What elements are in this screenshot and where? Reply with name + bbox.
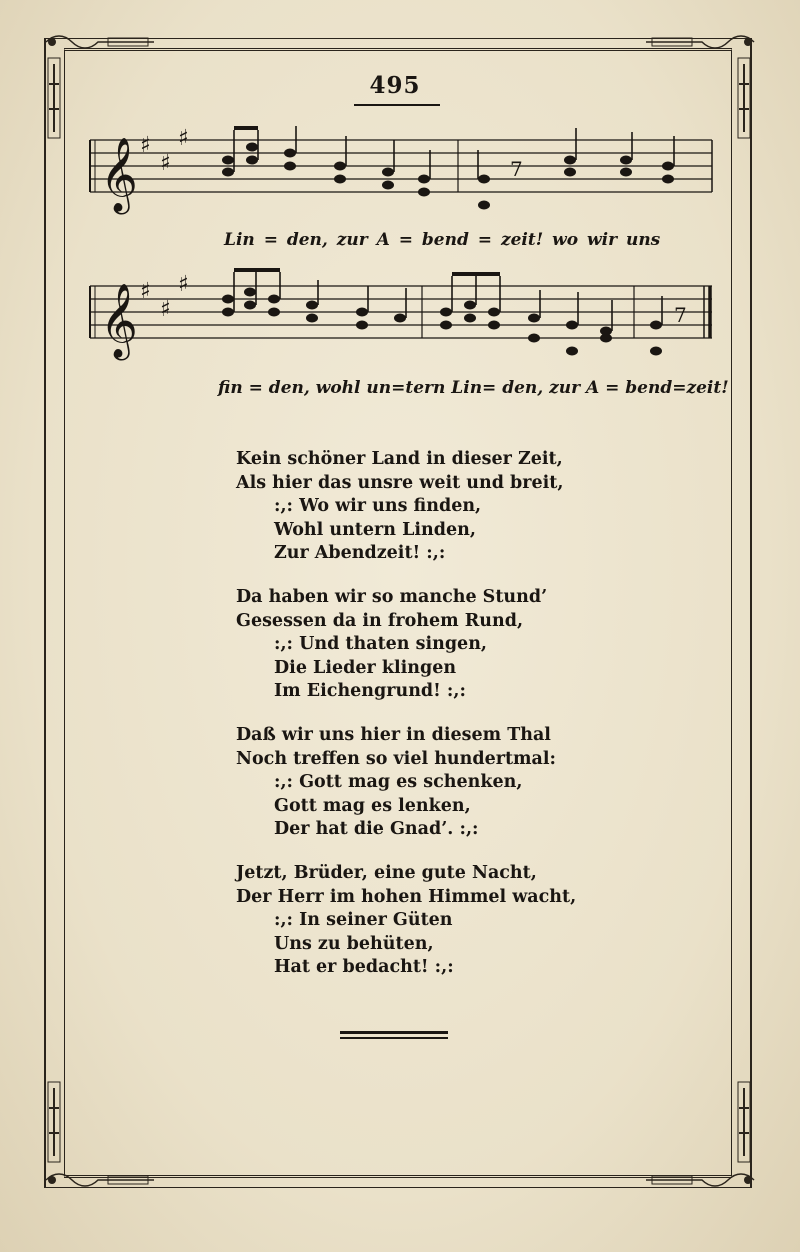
eighth-rest-icon: 7 [674,303,687,327]
verse-line: Da haben wir so manche Stund’ [236,587,548,607]
verse-line: Wohl untern Linden, [274,519,476,540]
verse-line: :,: Und thaten singen, [274,634,488,654]
verse-line: Hat er bedacht! :,: [274,957,454,977]
treble-clef-icon: 𝄞 [100,284,138,358]
verse-line: Uns zu behüten, [274,933,434,954]
verse-line: Der Herr im hohen Himmel wacht, [236,886,577,907]
stanza-1 [236,448,656,566]
sharp-icon: ♯ [178,126,189,151]
closing-rule [340,1031,448,1034]
closing-rule-thin [340,1037,448,1039]
verse-line: :,: Wo wir uns finden, [274,496,482,516]
verse-line: :,: Gott mag es schenken, [274,772,523,792]
staff-system-1 [90,126,712,215]
page-number: 495 [369,72,421,99]
sharp-icon: ♯ [178,272,189,297]
side-ornament-bottom-left-icon [44,1078,64,1168]
sharp-icon: ♯ [160,151,171,176]
verse-line: Gott mag es lenken, [274,795,471,816]
stanza-3 [236,724,656,842]
verse-line: Der hat die Gnad’. :,: [274,819,479,839]
side-ornament-bottom-right-icon [734,1078,754,1168]
verse-line: Daß wir uns hier in diesem Thal [236,725,551,745]
staff-system-2 [90,270,712,361]
verse-line: Gesessen da in frohem Rund, [236,610,524,631]
verse-line: Jetzt, Brüder, eine gute Nacht, [236,863,537,883]
corner-ornament-bottom-left-icon [44,1172,156,1188]
eighth-rest-icon: 7 [510,157,523,181]
treble-clef-icon: 𝄞 [100,138,138,212]
lyrics-system-2: fin = den, wohl un=tern Lin= den, zur A = bend=zeit! [218,378,729,398]
corner-ornament-bottom-right-icon [644,1172,756,1188]
stanza-4 [236,862,656,980]
sharp-icon: ♯ [160,297,171,322]
verse-line: Als hier das unsre weit und breit, [236,472,564,493]
verse-line: Kein schöner Land in dieser Zeit, [236,449,563,469]
verse-line: Noch treffen so viel hundertmal: [236,748,557,769]
verse-line: Die Lieder klingen [274,657,457,678]
stanza-2 [236,586,656,704]
sharp-icon: ♯ [140,133,151,158]
music-notation [0,0,800,400]
verse-line: Im Eichengrund! :,: [274,681,466,701]
verse-line: Zur Abendzeit! :,: [274,543,446,563]
verse-line: :,: In seiner Güten [274,910,453,930]
sharp-icon: ♯ [140,279,151,304]
lyrics-system-1: Lin = den, zur A = bend = zeit! wo wir uns [224,230,661,250]
